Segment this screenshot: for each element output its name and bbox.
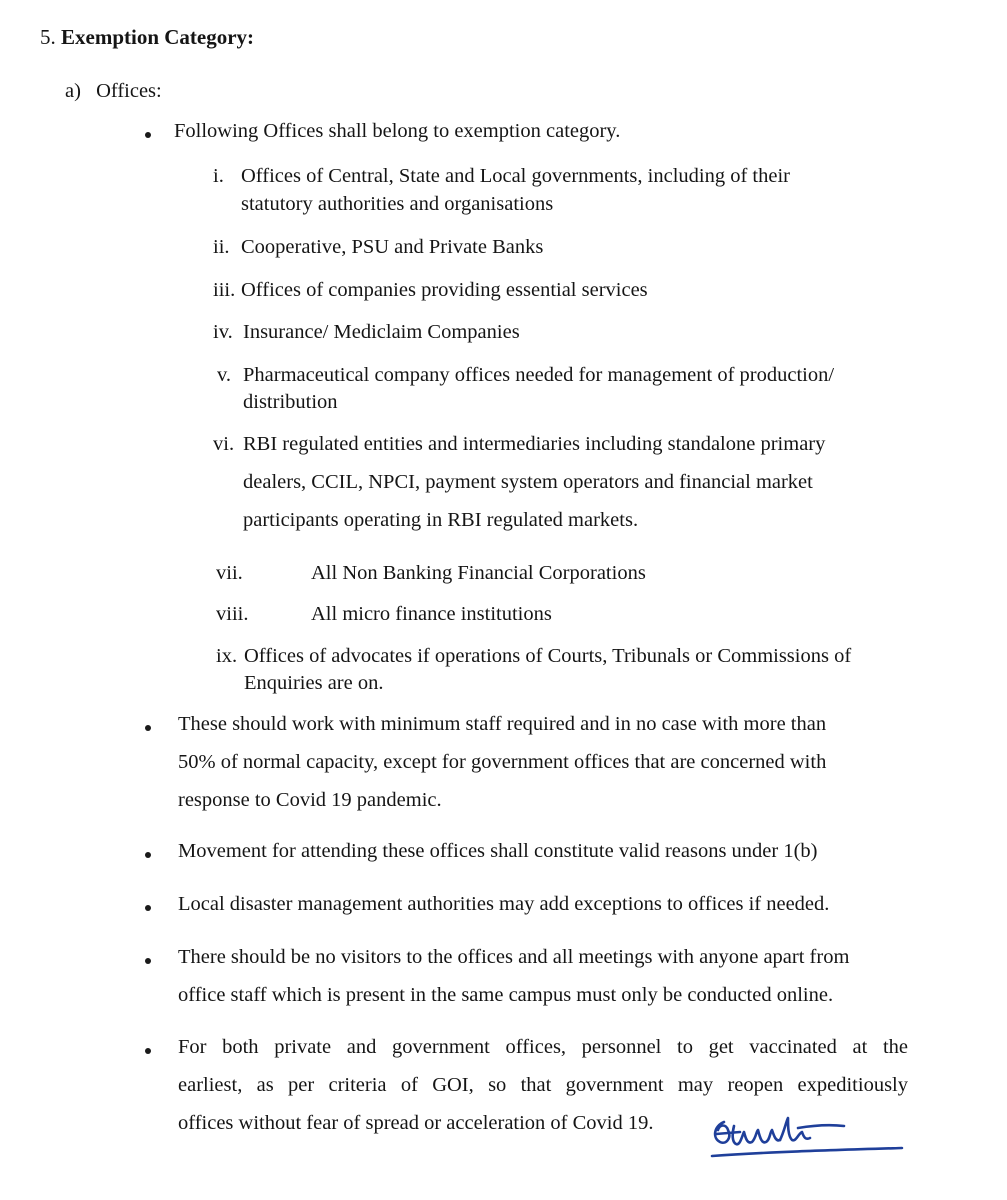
office-line: Cooperative, PSU and Private Banks [241,236,544,258]
office-line: Offices of companies providing essential services [241,279,648,301]
office-number: vii. [216,562,243,584]
office-number: ix. [216,645,238,667]
office-line: All micro finance institutions [311,603,552,625]
bullet-marker [145,905,151,911]
office-line: Enquiries are on. [244,672,384,694]
intro-bullet-text: Following Offices shall belong to exemption category. [174,120,621,142]
office-number: v. [217,364,232,386]
office-line: Offices of advocates if operations of Courts, Tribunals or Commissions of [244,645,852,667]
subsection-title: Offices: [96,80,162,102]
bullet-marker [145,852,151,858]
section-number: 5. [40,25,56,49]
bullet-marker [145,725,151,731]
office-number: ii. [213,236,230,258]
subsection-heading [65,80,162,103]
office-line: All Non Banking Financial Corporations [311,562,646,584]
office-line: distribution [243,391,338,413]
bullet-line: For both private and government offices, personnel to get vaccinated at the [178,1036,908,1058]
office-number: i. [213,165,224,187]
office-number: viii. [216,603,249,625]
bullet-line: There should be no visitors to the offices and all meetings with anyone apart from [178,946,850,968]
bullet-line: Local disaster management authorities may add exceptions to offices if needed. [178,893,830,915]
section-title: Exemption Category: [61,25,255,49]
office-line: Offices of Central, State and Local governments, including of their [241,165,790,187]
section-heading [40,25,254,50]
office-line: dealers, CCIL, NPCI, payment system operators and financial market [243,471,813,493]
office-line: statutory authorities and organisations [241,193,554,215]
office-line: RBI regulated entities and intermediaries including standalone primary [243,433,826,455]
subsection-letter: a) [65,80,81,102]
bullet-line: earliest, as per criteria of GOI, so that government may reopen expeditiously [178,1074,908,1096]
bullet-line: office staff which is present in the same campus must only be conducted online. [178,984,834,1006]
bullet-line: response to Covid 19 pandemic. [178,789,442,811]
bullet-marker [145,1048,151,1054]
office-number: iii. [213,279,236,301]
office-number: vi. [213,433,235,455]
office-line: Insurance/ Mediclaim Companies [243,321,520,343]
bullet-line: 50% of normal capacity, except for government offices that are concerned with [178,751,827,773]
signature-image [706,1112,906,1160]
office-number: iv. [213,321,233,343]
bullet-marker [145,958,151,964]
bullet-line: offices without fear of spread or acceleration of Covid 19. [178,1112,654,1134]
office-line: participants operating in RBI regulated markets. [243,509,639,531]
bullet-marker [145,132,151,138]
bullet-line: These should work with minimum staff required and in no case with more than [178,713,827,735]
office-line: Pharmaceutical company offices needed for management of production/ [243,364,835,386]
bullet-line: Movement for attending these offices shall constitute valid reasons under 1(b) [178,840,818,862]
